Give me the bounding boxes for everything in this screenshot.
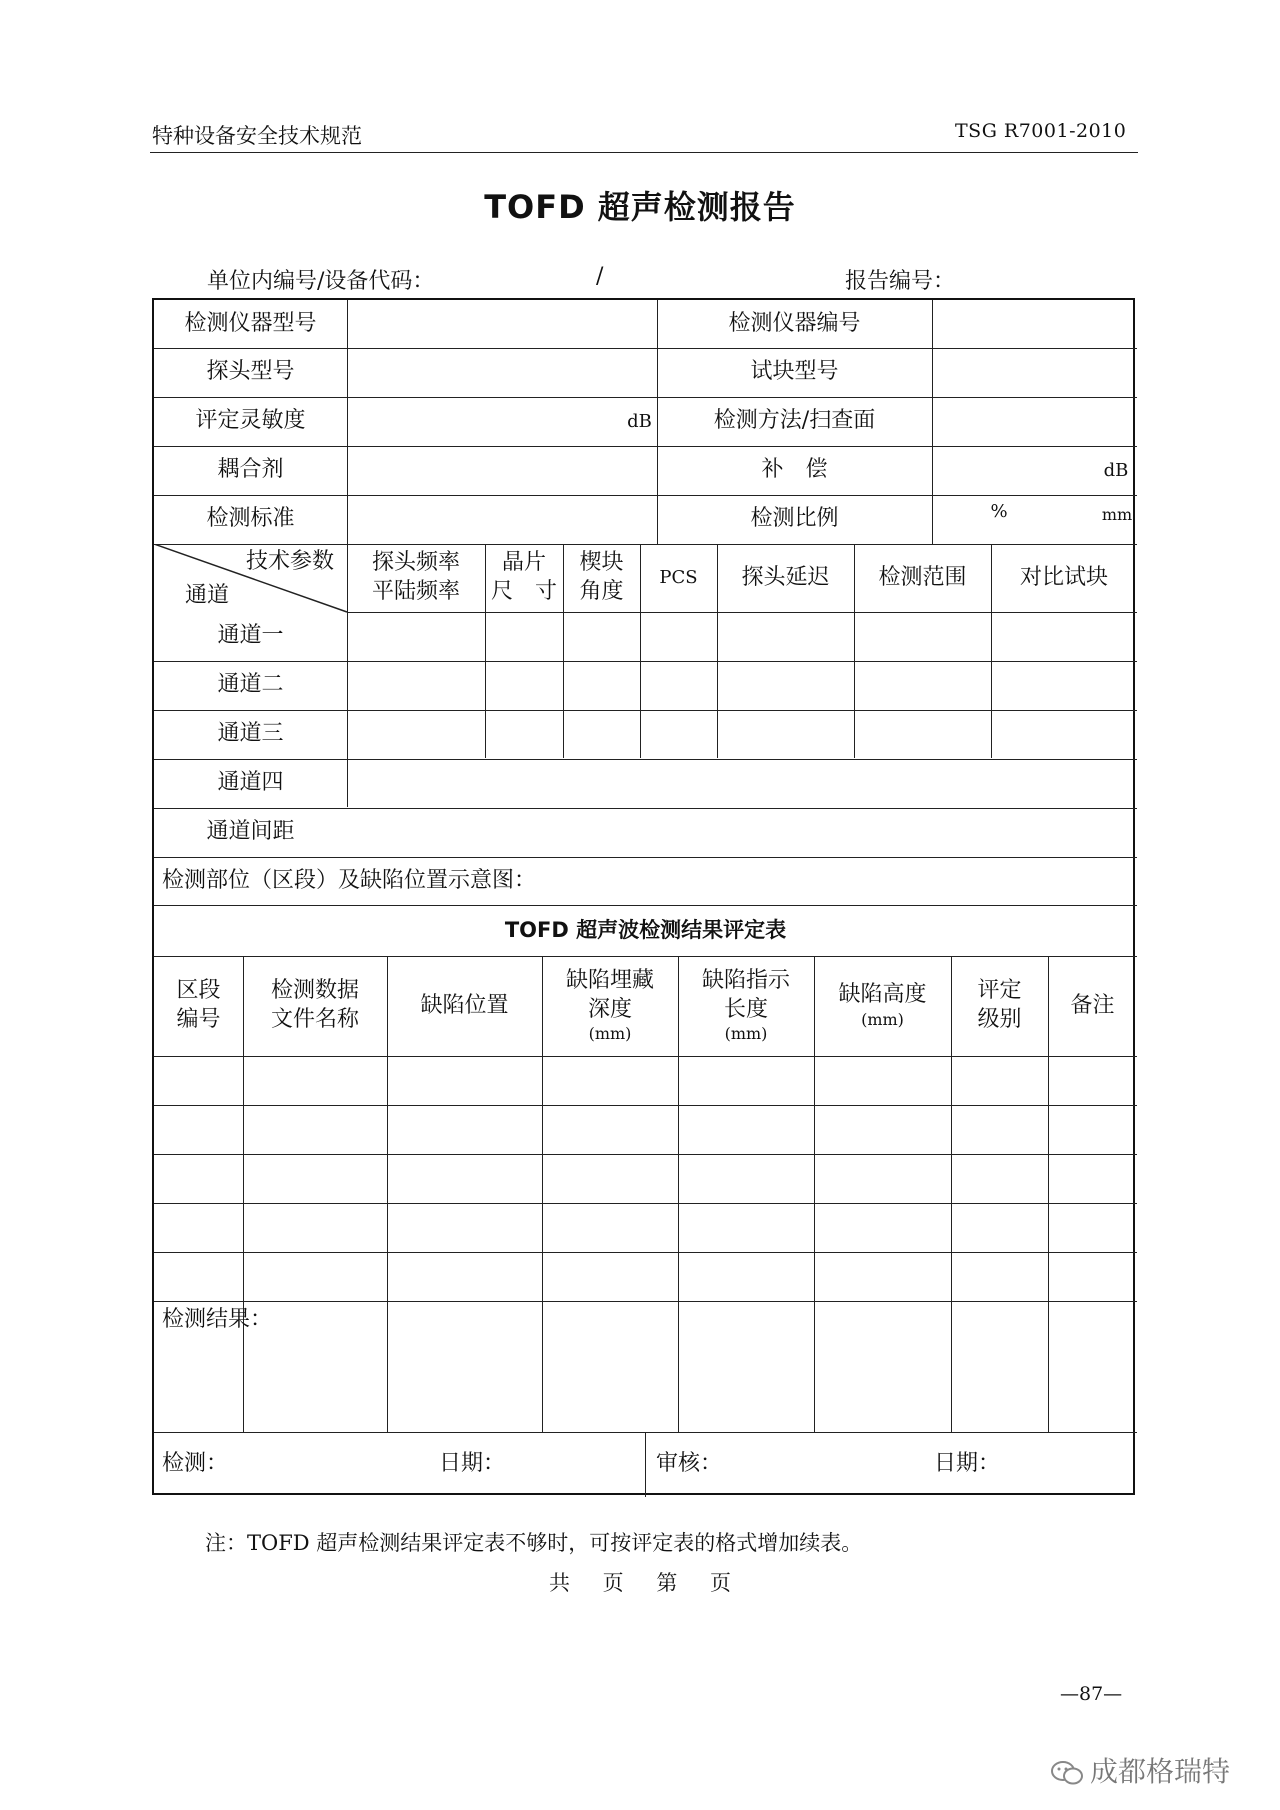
res-col-length-label: 缺陷指示 长度 xyxy=(701,968,790,1022)
res-col-depth-unit: (mm) xyxy=(588,1024,632,1044)
res-col-height-unit: (mm) xyxy=(861,1009,904,1029)
channel-3-label: 通道三 xyxy=(217,721,284,747)
block-model-label: 试块型号 xyxy=(750,359,839,385)
watermark-text: 成都格瑞特 xyxy=(1090,1755,1231,1788)
row-line xyxy=(154,1301,1137,1302)
channel-2-label: 通道二 xyxy=(217,672,284,698)
res-col-height-label: 缺陷高度 xyxy=(838,982,927,1008)
reviewer-label: 审核： xyxy=(656,1451,723,1477)
res-col-depth xyxy=(542,956,678,1056)
res-col-length xyxy=(678,956,814,1056)
res-col-depth-label: 缺陷埋藏 深度 xyxy=(565,968,654,1022)
param-col-delay: 探头延迟 xyxy=(741,564,830,590)
report-form xyxy=(152,298,1135,1495)
unit-code-slash: / xyxy=(596,264,604,289)
couplant-label: 耦合剂 xyxy=(217,457,284,483)
instrument-no-label: 检测仪器编号 xyxy=(728,310,861,336)
header-left: 特种设备安全技术规范 xyxy=(152,124,362,148)
compensation-label: 补 偿 xyxy=(761,457,828,483)
review-date-label: 日期： xyxy=(934,1451,1001,1477)
res-col-position: 缺陷位置 xyxy=(420,992,509,1018)
page-count: 共 页 第 页 xyxy=(548,1571,732,1595)
channel-4-label: 通道四 xyxy=(217,770,284,796)
row-line xyxy=(154,1203,1137,1204)
ratio-label: 检测比例 xyxy=(750,506,839,532)
page-title: TOFD 超声检测报告 xyxy=(484,188,796,226)
conclusion-label: 检测结果： xyxy=(162,1306,273,1332)
col-line xyxy=(932,300,933,544)
row-line xyxy=(154,1056,1137,1057)
instrument-model-label: 检测仪器型号 xyxy=(184,310,317,336)
header-right: TSG R7001-2010 xyxy=(955,120,1127,142)
diag-bottom-label: 通道 xyxy=(184,582,229,608)
res-col-length-unit: (mm) xyxy=(724,1024,768,1044)
col-line xyxy=(645,1432,646,1497)
row-line xyxy=(154,1105,1137,1106)
ratio-percent: % xyxy=(990,501,1008,523)
inspector-label: 检测： xyxy=(162,1451,229,1477)
sensitivity-label: 评定灵敏度 xyxy=(195,408,306,434)
row-line xyxy=(154,1154,1137,1155)
inspect-date-label: 日期： xyxy=(439,1451,506,1477)
row-line xyxy=(154,1252,1137,1253)
res-col-file: 检测数据 文件名称 xyxy=(270,978,359,1032)
ratio-mm: mm xyxy=(1101,504,1133,524)
location-diagram-label: 检测部位（区段）及缺陷位置示意图： xyxy=(162,867,537,893)
watermark xyxy=(1050,1750,1230,1790)
param-col-wedge: 楔块 角度 xyxy=(579,550,624,604)
row-line xyxy=(347,612,1137,613)
channel-spacing-label: 通道间距 xyxy=(206,819,295,845)
results-title: TOFD 超声波检测结果评定表 xyxy=(504,917,787,942)
diag-top-label: 技术参数 xyxy=(245,548,334,574)
report-no-label: 报告编号： xyxy=(845,269,956,294)
param-col-block: 对比试块 xyxy=(1019,564,1108,590)
res-col-section: 区段 编号 xyxy=(176,978,221,1032)
page-number: —87— xyxy=(1060,1683,1123,1705)
res-col-remark: 备注 xyxy=(1070,992,1115,1018)
param-col-freq: 探头频率 平陆频率 xyxy=(371,550,460,604)
channel-1-label: 通道一 xyxy=(217,623,284,649)
wechat-icon xyxy=(1050,1759,1084,1787)
param-col-pcs: PCS xyxy=(659,567,698,589)
header-rule xyxy=(150,152,1138,153)
res-col-grade: 评定 级别 xyxy=(977,978,1022,1032)
param-col-crystal: 晶片 尺 寸 xyxy=(490,550,557,604)
footnote: 注：TOFD 超声检测结果评定表不够时，可按评定表的格式增加续表。 xyxy=(205,1531,863,1555)
probe-model-label: 探头型号 xyxy=(206,359,295,385)
param-col-range: 检测范围 xyxy=(878,564,967,590)
col-line xyxy=(347,300,348,544)
method-label: 检测方法/扫查面 xyxy=(713,408,876,434)
standard-label: 检测标准 xyxy=(206,506,295,532)
compensation-unit: dB xyxy=(1103,459,1129,481)
sensitivity-unit: dB xyxy=(627,410,652,432)
res-col-height xyxy=(814,956,951,1056)
unit-code-label: 单位内编号/设备代码： xyxy=(207,269,435,294)
